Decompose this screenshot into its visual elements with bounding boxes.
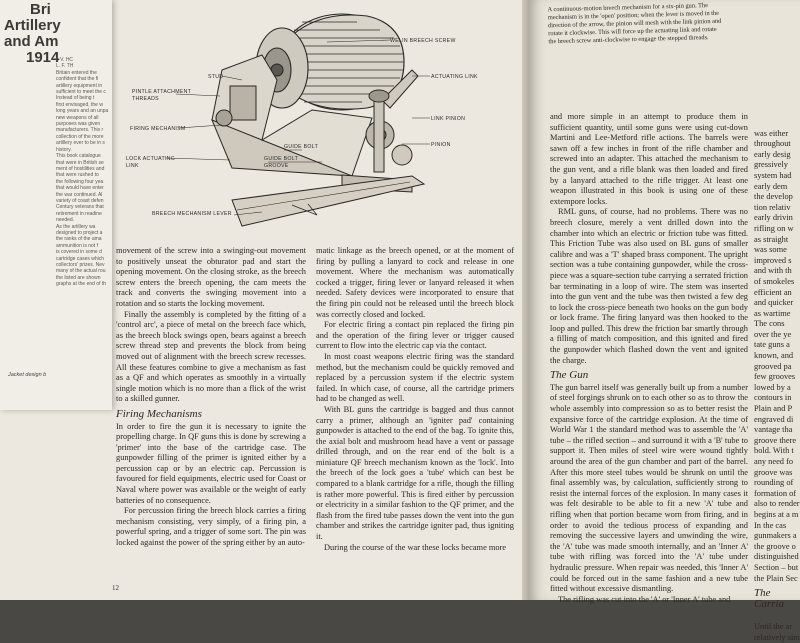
label-pintle-attachment: PINTLE ATTACHMENT: [132, 89, 192, 95]
paragraph: The rifling was cut into the 'A' or 'Inner A' tube and: [558, 594, 731, 604]
column-fragment: was either throughout early desig gressively system had early dem the develop tion relativ early drivin rifling on w as straight was some improved s and with th of smokeles efficient an and quicker as wartime The cons over the ye tate guns a known, and grooved pa few grooves lowed by a contours in Plain and P engraved di vantage tha groove there bold. With t any need fo groove was rounding of formation of also to render begins at a m In the cas gunmakers a the groove o distinguished Section – but the Plain Sec: [754, 128, 800, 583]
paragraph: matic linkage as the breech opened, or at the moment of firing by pulling a lanyard to cock and release in one movement. Where the mechanism was automatically cocked a trigger, firing lever or lanyard released it when needed. Safety devices were incorporated to ensure that the firing pin could not be released until the breech block was correctly closed and locked.: [316, 246, 514, 319]
paragraph: During the course of the war these locks became more: [324, 542, 507, 552]
label-stud: STUD: [208, 74, 224, 80]
label-breech-mechanism-lever: BREECH MECHANISM LEVER: [152, 211, 232, 217]
label-link-pinion: LINK PINION: [431, 116, 466, 122]
paragraph: In most coast weapons electric firing was the standard method, but the mechanism could be quickly removed and replaced by a percussion system if the electric system failed. In which case, of course, all the cartridge primers had to be changed as well.: [316, 351, 514, 404]
label-guide-bolt: GUIDE BOLT: [284, 144, 319, 150]
diagram-caption: A continuous-motion breech mechanism for a six-pin gun. The mechanism is in the 'open' position; when the lever is moved in the direction of the arrow, the pinion will mesh with the link pinion and rotate it clockwise. This will force up the actuating link and rotate the breech screw anti-clockwise to engage the stepped threads.: [547, 2, 722, 46]
paragraph: RML guns, of course, had no problems. There was no breech closure, merely a vent drilled down into the chamber into which an electric or friction tube was fitted. This Friction Tube was also used on BL guns of smaller calibre and was a 'T' shaped brass component. The upright section was a tube containing gunpowder, while the cross-piece was a square-section tube carrying a serrated friction bar terminating in a loop of wire. The stem was inserted into the gun vent and the tube was then twisted a few deg to lock the cross-piece beneath two hooks on the gun body or lock frame. The firing lanyard was then hooked to the loop and pulled. This drew the friction bar smartly through a filling of match composition, and this ignited and fired the gunpowder which flashed down the vent and ignited the charge.: [550, 207, 748, 365]
section-heading-the-gun: The Gun: [550, 369, 589, 382]
label-groove: GROOVE: [264, 163, 289, 169]
paragraph: The gun barrel itself was generally built up from a number of steel forgings shrunk on to each other so as to throw the whole assembly into compression so as to better resist the expansive force of the cartridge explosion. At the time of World War 1 the standard method was to assemble the 'A' tube – the rifled section – and surround it with a 'B' tube to support it. Then miles of steel wire were wound tightly around the area of the gun chamber and part of the barrel. After this more steel tubes would be shrunk on until the final assembly was, by calculation, sufficiently strong to resist the internal forces of the explosion. In many cases it was felt desirable to be able to fit a new 'A' tube and rifling when that portion became worn from firing, and in order to avoid the tedious process of expanding and removing the successive layers and unwinding the wire, the 'A' tube was made smooth internally, and an 'Inner A' tube with rifling was forced into the 'A' tube under hydraulic pressure. When repair was needed, this 'Inner A' could be forced out in the same fashion and a new tube fitted without excessive dismantling.: [550, 382, 748, 594]
column-fragment: Until the ar relatively sim: [754, 621, 800, 642]
text-column-2: [316, 246, 514, 553]
underlay-title-line: Bri: [30, 1, 51, 18]
right-page: [530, 0, 800, 642]
label-link: LINK: [126, 163, 139, 169]
underlying-book-page: [0, 0, 112, 410]
label-welin-breech-screw: WELIN BREECH SCREW: [390, 38, 456, 44]
underlay-jacket-credit: Jacket design b: [8, 372, 47, 378]
paragraph: With BL guns the cartridge is bagged and thus cannot carry a primer, although an 'igniter pad' containing gunpowder is attached to the end of the bag. To ignite this, the axial bolt and mushroom head have a vent or passage drilled through, and on the rear end of the bolt is a miniature QF breech mechanism known as the 'lock'. Into the breech of the lock goes a 'tube' which can best be compared to a blank cartridge for a rifle, though the filling is rather more powerful. This is fired either by percussion or electricity in a similar fashion to the QF primer, and the flash from the fired tube passes down the vent into the gun chamber and strikes the cartridge igniter pad, thus igniting it.: [316, 404, 514, 542]
label-pinion: PINION: [431, 142, 451, 148]
paragraph: For electric firing a contact pin replaced the firing pin and the operation of the firing lever or trigger caused current to flow into the electric cap via the contact.: [316, 320, 514, 351]
text-column-1: [116, 246, 306, 549]
label-threads: THREADS: [132, 96, 159, 102]
breech-mechanism-diagram: [112, 0, 522, 260]
paragraph: For percussion firing the breech block carries a firing mechanism consisting, very simply, of a firing pin, a powerful spring, and a trigger of some sort. The pin was locked against the power of the spring either by an auto-: [116, 506, 306, 548]
text-column-3: [550, 112, 748, 605]
label-firing-mechanism: FIRING MECHANISM: [130, 126, 186, 132]
underlay-title-line: and Am: [4, 33, 59, 50]
label-guide-bolt-groove: GUIDE BOLT: [264, 156, 299, 162]
underlay-title-line: 1914: [26, 49, 60, 66]
paragraph: Finally the assembly is completed by the fitting of a 'control arc', a piece of metal on the breech face which, as the breech block swings open, bears against a breech screw thread step and prevents the block from being moved out of alignment with the breech screw recesses. All these features combine to give a mechanism as fast as a QF and which operates as smoothly in a virtually single motion which is no more than a flick of the wrist to a skilled gunner.: [116, 309, 306, 404]
paragraph: movement of the screw into a swinging-out movement to positively unseat the obturator pad and start the opening movement. On the closing stroke, as the breech screw enters the breech opening, the cam meets the track and converts the swinging movement into a rotation and so starts the locking movement.: [116, 246, 306, 308]
section-heading-firing-mechanisms: Firing Mechanisms: [116, 407, 202, 420]
section-heading-the-carriage: The Carria: [754, 587, 784, 610]
paragraph: In order to fire the gun it is necessary to ignite the propelling charge. In QF guns this is done by screwing a 'primer' into the base of the cartridge case. The gunpowder filling of the primer is ignited either by a percussion cap or by an electric cap. Percussion is favoured for field equipments, electric used for Coast or Naval where power was available or the weight of early batteries of no consequence.: [116, 421, 306, 505]
paragraph: and more simple in an attempt to produce them in sufficient quantity, until some guns were using cut-down Martini and Lee-Metford rifle actions. The barrels were sawn off a few inches in front of the rifle chamber and screwed into an adapter. This attached the mechanism to the gun vent, and a rifle blank was then loaded and fired by a lanyard attached to the rifle trigger. At least one weapon illustrated in this book is using one of these extempore locks.: [550, 112, 748, 206]
text-column-4-fragment: [754, 118, 800, 643]
breech-lever-drawing: [232, 176, 424, 226]
label-lock-actuating: LOCK ACTUATING: [126, 156, 176, 162]
underlay-snippet: I. V. HC L. F. TH Britain entered the confident that the fi artillery equipment in sufficient to meet the c Instead of being t first envisaged, the w long years and an unpa new weapons of all purposes was given manufacturers. This r collection of the more artillery ever to be in s history. This book catalogue that were in British se ment of hostilities and that were rushed to the following four yea that would have enter the war continued. Al variety of coast defen Century veterans that retirement in readine needed. As the artillery wa designed to project a the ranks of the ama ammunition is not f is covered in some d cartridge cases which collectors' prizes. Nev many of the actual rou the listed are shown graphs at the end of th: [56, 57, 109, 288]
label-actuating-link: ACTUATING LINK: [431, 74, 478, 80]
underlay-title-line: Artillery: [4, 17, 61, 34]
page-number: 12: [112, 584, 119, 592]
